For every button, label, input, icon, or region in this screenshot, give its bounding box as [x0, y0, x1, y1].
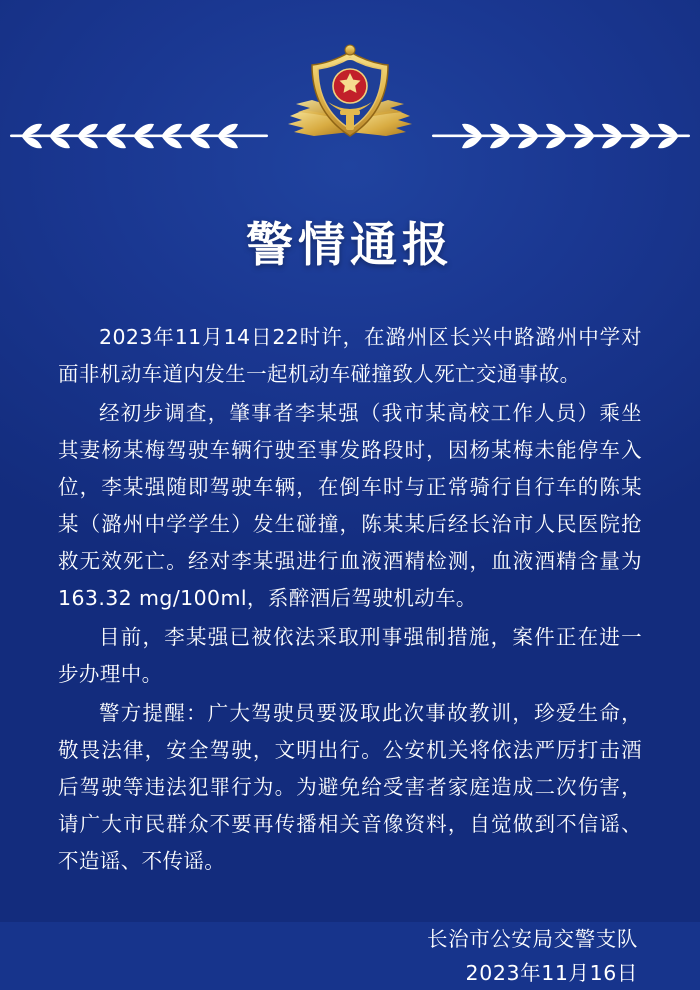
signature-block [0, 922, 638, 990]
issue-date: 2023年11月16日 [465, 961, 638, 985]
page-title: 警情通报 [246, 218, 454, 273]
paragraph-3: 目前，李某强已被依法采取刑事强制措施，案件正在进一步办理中。 [58, 625, 642, 686]
issuing-organization: 长治市公安局交警支队 [427, 927, 638, 951]
laurel-right-decoration [420, 116, 690, 156]
emblem-band [0, 0, 700, 190]
paragraph-2: 经初步调查，肇事者李某强（我市某高校工作人员）乘坐其妻杨某梅驾驶车辆行驶至事发路段时，因杨某梅未能停车入位，李某强随即驾驶车辆，在倒车时与正常骑行自行车的陈某某（潞州中学学生）发生碰撞，陈某某后经长治市人民医院抢救无效死亡。经对李某强进行血液酒精检测，血液酒精含量为163.32 mg/100ml，系醉酒后驾驶机动车。 [58, 401, 642, 610]
notice-body [58, 319, 642, 880]
paragraph-1: 2023年11月14日22时许，在潞州区长兴中路潞州中学对面非机动车道内发生一起机动车碰撞致人死亡交通事故。 [58, 325, 642, 386]
police-badge-icon [284, 40, 416, 158]
laurel-left-decoration [10, 116, 280, 156]
paragraph-4: 警方提醒：广大驾驶员要汲取此次事故教训，珍爱生命，敬畏法律，安全驾驶，文明出行。公安机关将依法严厉打击酒后驾驶等违法犯罪行为。为避免给受害者家庭造成二次伤害，请广大市民群众不要再传播相关音像资料，自觉做到不信谣、不造谣、不传谣。 [58, 701, 642, 873]
